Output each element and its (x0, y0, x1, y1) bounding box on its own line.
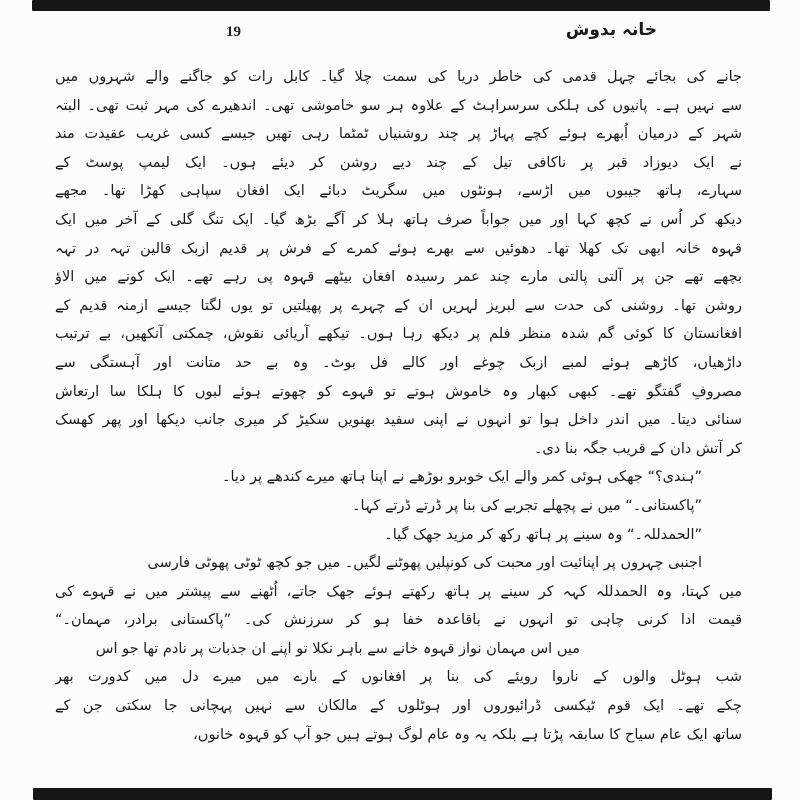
text-line: ساتھ ایک عام سیاح کا سابقہ پڑتا ہے بلکہ یہ وہ عام لوگ ہوتے ہیں جو آپ کو قہوہ خانوں، (193, 726, 742, 743)
text-line: سنائی دیتا۔ میں اندر داخل ہوا تو انہوں نے اپنی سفید بھنویں سکیڑ کر میری جانب دیکھا اور پھر کھسک (55, 412, 742, 429)
text-line: افغانستان کا کوئی گم شدہ منظر فلم پر دیکھ رہا ہوں۔ تیکھے آریائی نقوش، چمکتی آنکھیں، بے ترتیب (55, 326, 742, 343)
page-number: 19 (226, 24, 241, 40)
text-line: ”الحمدللہ۔“ وہ سینے پر ہاتھ رکھ کر مزید جھک گیا۔ (384, 526, 702, 543)
text-line: میں کہتا، وہ الحمدللہ کہہ کر سینے پر ہاتھ رکھتے ہوئے جھک جاتے، اُٹھنے سے پیشتر میں نے قہوے کی (55, 583, 742, 600)
scan-edge-top (32, 0, 770, 11)
text-line: نے ایک دیوزاد قبر پر ناکافی تیل کے چند دیے روشن کر دیئے ہوں۔ ایک لیمپ پوسٹ کے (55, 154, 742, 171)
text-line: ”ہندی؟“ جھکی ہوئی کمر والے ایک خوبرو بوڑھے نے اپنا ہاتھ میرے کندھے پر دیا۔ (222, 469, 702, 486)
text-line: روشن تھا۔ روشنی کی حدت سے لبریز لہریں ان کے چہرے پر پھیلتیں تو یوں لگتا جیسے ازمنہ قدیم کے (55, 297, 742, 314)
text-line: شب ہوٹل والوں کے ناروا رویئے کی بنا پر افغانوں کے بارے میں میرے دل میں کدورت بھر (55, 669, 742, 686)
text-line: اجنبی چہروں پر اپنائیت اور محبت کی کونپلیں پھوٹنے لگیں۔ میں جو کچھ ٹوٹی پھوٹی فارسی (147, 555, 702, 572)
text-line: قیمت ادا کرنی چاہی تو انہوں نے باقاعدہ خفا ہو کر سرزنش کی۔ ”پاکستانی برادر، مہمان۔“ (55, 612, 742, 629)
text-line: داڑھیاں، کاڑھے ہوئے لمبے ازبک چوغے اور کالے فل بوٹ۔ وہ بے حد متانت اور آہستگی سے (55, 354, 742, 371)
text-line: سہارے، ہاتھ جیبوں میں اڑسے، ہونٹوں میں سگریٹ دبائے ایک افغان سپاہی کھڑا تھا۔ مجھے (55, 183, 742, 200)
text-line: جانے کی بجائے چہل قدمی کی خاطر دریا کی سمت چلا گیا۔ کابل رات کو جاگنے والے شہروں میں (55, 69, 742, 85)
body-text (55, 63, 742, 749)
running-title: خانہ بدوش (565, 20, 657, 40)
text-line: کر آتش دان کے قریب جگہ بنا دی۔ (533, 440, 742, 457)
text-line: مصروفِ گفتگو تھے۔ کبھی کبھار وہ خاموش ہوتے تو قہوے کو چھوتے ہوئے لبوں کا ہلکا سا ارتعاش (55, 383, 742, 400)
text-line: دیکھ کر اُس نے کچھ کہا اور میں جواباً صرف ہاتھ ہلا کر آگے بڑھ گیا۔ ایک تنگ گلی کے آخر میں ایک (55, 211, 742, 228)
text-line: سے نہیں ہے۔ پانیوں کی ہلکی سرسراہٹ کے علاوہ ہر سو خاموشی تھی۔ اندھیرے کی مہر ثبت تھی۔ البتہ (55, 97, 742, 114)
text-line: قہوہ خانہ ابھی تک کھلا تھا۔ دھوئیں سے بھرے ہوئے کمرے کے فرش پر قدیم ازبک قالین تہہ در تہہ (55, 240, 742, 257)
scan-edge-bottom (33, 788, 772, 800)
text-line: شہر کے درمیان اُبھرے ہوئے کچے پہاڑ پر چند روشنیاں ٹمٹما رہی تھیں جیسے کسی غریب عقیدت مند (55, 126, 742, 143)
text-line: میں اس مہمان نواز قہوہ خانے سے باہر نکلا تو اپنے ان جذبات پر نادم تھا جو اس (95, 640, 580, 657)
text-line: ”پاکستانی۔“ میں نے پچھلے تجربے کی بنا پر ڈرتے ڈرتے کہا۔ (352, 497, 702, 514)
text-line: بچھے تھے جن پر آلتی پالتی مارے چند عمر رسیدہ افغان بیٹھے قہوہ پی رہے تھے۔ ایک کونے میں الاؤ (55, 269, 742, 286)
text-line: چکے تھے۔ ایک قوم ٹیکسی ڈرائیوروں اور ہوٹلوں کے مالکان سے نہیں پہچانی جا سکتی جن کے (55, 698, 742, 715)
